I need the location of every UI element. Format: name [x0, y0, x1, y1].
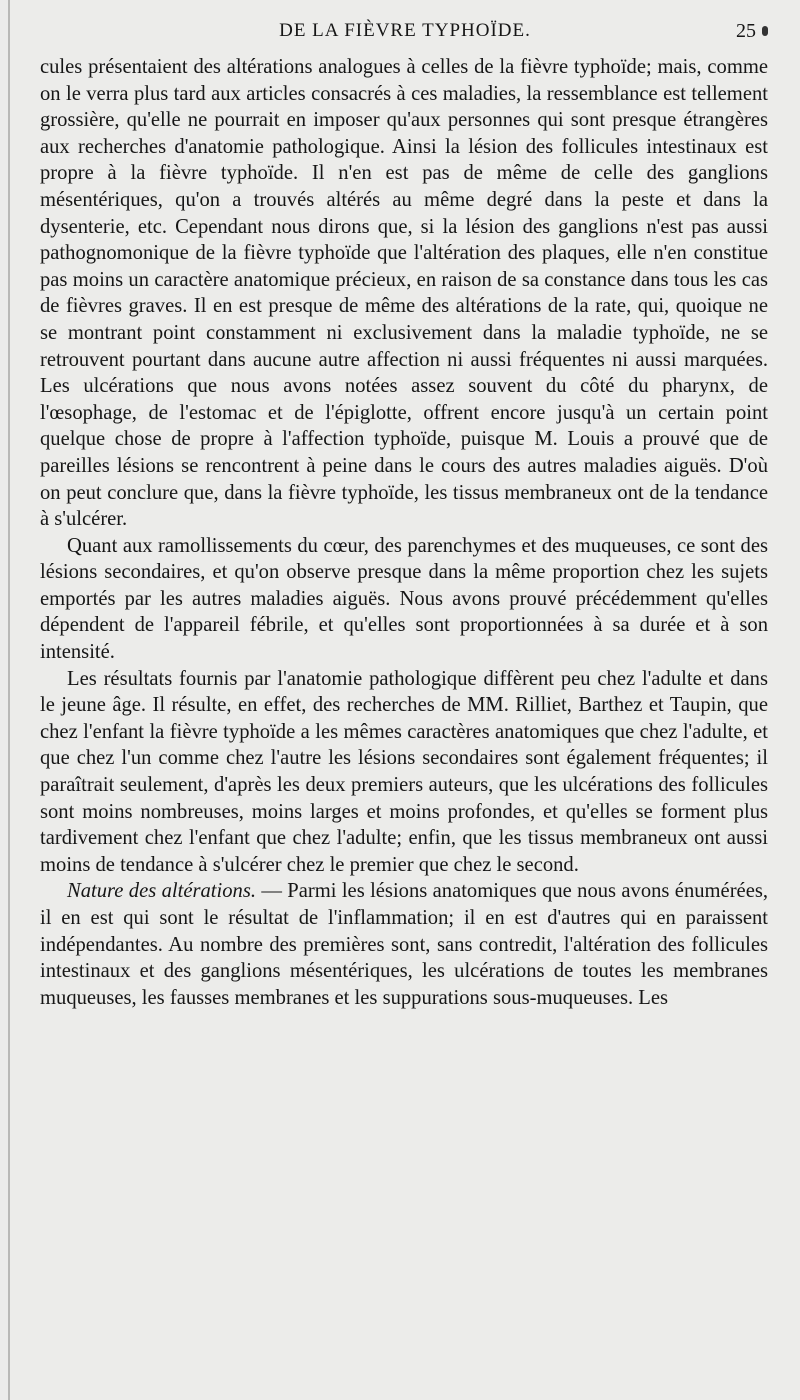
page-number: 25 [736, 20, 756, 42]
paragraph-4-text: — Parmi les lésions anatomiques que nous avons énumérées, il en est qui sont le résultat de l'inflammation; il en est d'autres qui en paraissent indépendantes. Au nombre des premières sont, sans contredit, l'altération des follicules intestinaux et des ganglions mésentériques, les ulcérations de toutes les membranes muqueuses, les fausses membranes et les suppurations sous-muqueuses. Les [40, 880, 768, 1009]
running-head: DE LA FIÈVRE TYPHOÏDE. [279, 20, 531, 41]
paragraph-2: Quant aux ramollissements du cœur, des parenchymes et des muqueuses, ce sont des lésions secondaires, et qu'on observe presque dans la même proportion chez les sujets emportés par les autres maladies aiguës. Nous avons prouvé précédemment qu'elles dépendent de l'appareil fébrile, et qu'elles sont proportionnées à sa durée et à son intensité. [40, 534, 768, 664]
page-header [40, 20, 770, 50]
body-text [40, 54, 768, 1011]
page-edge-shadow [8, 0, 10, 1400]
paragraph-4 [40, 878, 768, 1011]
section-title: Nature des altérations. [67, 880, 256, 903]
paragraph-1: cules présentaient des altérations analogues à celles de la fièvre typhoïde; mais, comme on le verra plus tard aux articles consacrés à ces maladies, la ressemblance est tellement grossière, qu'elle ne pourrait en imposer qu'aux personnes qui sont presque étrangères aux recherches d'anatomie pathologique. Ainsi la lésion des follicules intestinaux est propre à la fièvre typhoïde. Il n'en est pas de même de celle des ganglions mésentériques, qu'on a trouvés altérés au même degré dans la peste et dans la dysenterie, etc. Cependant nous dirons que, si la lésion des ganglions n'est pas aussi pathognomonique de la fièvre typhoïde que l'altération des plaques, elle n'en constitue pas moins un caractère anatomique précieux, en raison de sa constance dans tous les cas de fièvres graves. Il en est presque de même des altérations de la rate, qui, quoique ne se montrant point constamment ni exclusivement dans la maladie typhoïde, ne se retrouvent pourtant dans aucune autre affection ni aussi fréquentes ni aussi marquées. Les ulcérations que nous avons notées assez souvent du côté du pharynx, de l'œsophage, de l'estomac et de l'épiglotte, offrent encore jusqu'à un certain point quelque chose de propre à l'affection typhoïde, puisque M. Louis a prouvé que de pareilles lésions se rencontrent à peine dans le cours des autres maladies aiguës. D'où on peut conclure que, dans la fièvre typhoïde, les tissus membraneux ont de la tendance à s'ulcérer. [40, 56, 768, 531]
paragraph-3: Les résultats fournis par l'anatomie pathologique diffèrent peu chez l'adulte et dans le jeune âge. Il résulte, en effet, des recherches de MM. Rilliet, Barthez et Taupin, que chez l'enfant la fièvre typhoïde a les mêmes caractères anatomiques que chez l'adulte, et que chez l'un comme chez l'autre les lésions secondaires sont également fréquentes; il paraîtrait seulement, d'après les deux premiers auteurs, que les ulcérations des follicules sont moins nombreuses, moins larges et moins profondes, et qu'elles se forment plus tardivement chez l'enfant que chez l'adulte; enfin, que les tissus membraneux ont aussi moins de tendance à s'ulcérer chez le premier que chez le second. [40, 667, 768, 876]
ink-speck [762, 26, 768, 36]
